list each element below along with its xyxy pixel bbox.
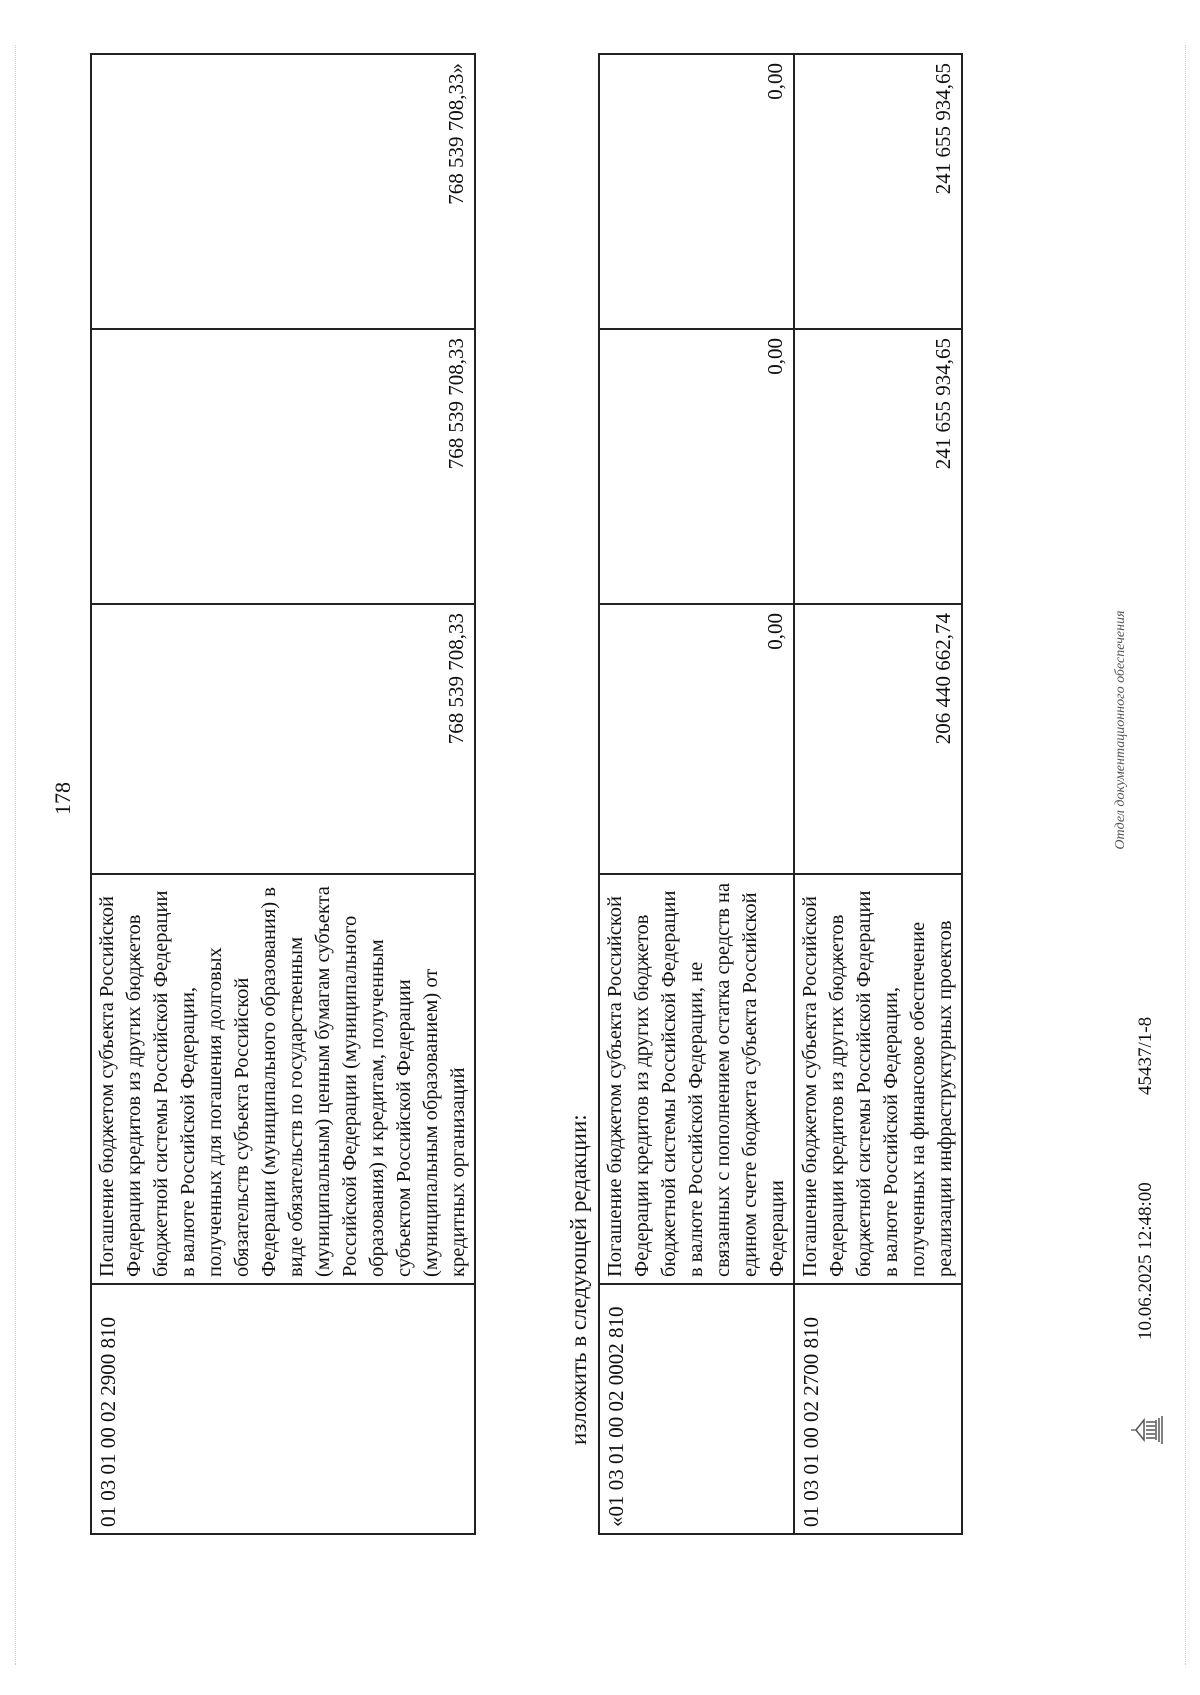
row-code: 01 03 01 00 02 2700 810 bbox=[794, 1284, 962, 1534]
scan-artifact-line bbox=[1185, 45, 1186, 1665]
row-description: Погашение бюджетом субъекта Российской Федерации кредитов из других бюджетов бюджетной системы Российской Федерации в валюте Российской Федерации, не связанных с пополнением остатка средств на едином счете бюджета субъекта Российской Федерации bbox=[599, 874, 794, 1284]
row-code: «01 03 01 00 02 0002 810 bbox=[599, 1284, 794, 1534]
row-value-1: 0,00 bbox=[599, 604, 794, 874]
table-row bbox=[794, 54, 962, 1534]
footer-doc-number: 45437/1-8 bbox=[1135, 1016, 1156, 1095]
row-value-2: 241 655 934,65 bbox=[794, 329, 962, 604]
row-description: Погашение бюджетом субъекта Российской Федерации кредитов из других бюджетов бюджетной системы Российской Федерации в валюте Российской Федерации, полученных на финансовое обеспечение реализации инфраструктурных проектов bbox=[794, 874, 962, 1284]
row-value-2: 768 539 708,33 bbox=[91, 329, 475, 604]
table-top bbox=[90, 53, 476, 1535]
table-row bbox=[599, 54, 794, 1534]
row-code: 01 03 01 00 02 2900 810 bbox=[91, 1284, 475, 1534]
footer-date: 10.06.2025 12:48:00 bbox=[1135, 1182, 1156, 1340]
row-value-3: 241 655 934,65 bbox=[794, 54, 962, 329]
parliament-logo-icon bbox=[1128, 1410, 1168, 1450]
row-value-3: 768 539 708,33» bbox=[91, 54, 475, 329]
row-value-2: 0,00 bbox=[599, 329, 794, 604]
row-value-1: 206 440 662,74 bbox=[794, 604, 962, 874]
scan-artifact-line bbox=[15, 45, 16, 1665]
row-description: Погашение бюджетом субъекта Российской Федерации кредитов из других бюджетов бюджетной системы Российской Федерации в валюте Российской Федерации, полученных для погашения долговых обязательств субъекта Российской Федерации (муниципального образования) в виде обязательств по государственным (муниципальным) ценным бумагам субъекта Российской Федерации (муниципального образования) и кредитам, полученным субъектом Российской Федерации (муниципальным образованием) от кредитных организаций bbox=[91, 874, 475, 1284]
page-number: 178 bbox=[50, 782, 75, 815]
row-value-1: 768 539 708,33 bbox=[91, 604, 475, 874]
table-bottom bbox=[598, 53, 963, 1535]
row-value-3: 0,00 bbox=[599, 54, 794, 329]
table-row bbox=[91, 54, 475, 1534]
intro-text: изложить в следующей редакции: bbox=[566, 1114, 591, 1445]
footer-department-stamp: Отдел документационного обеспечения bbox=[1113, 610, 1128, 850]
